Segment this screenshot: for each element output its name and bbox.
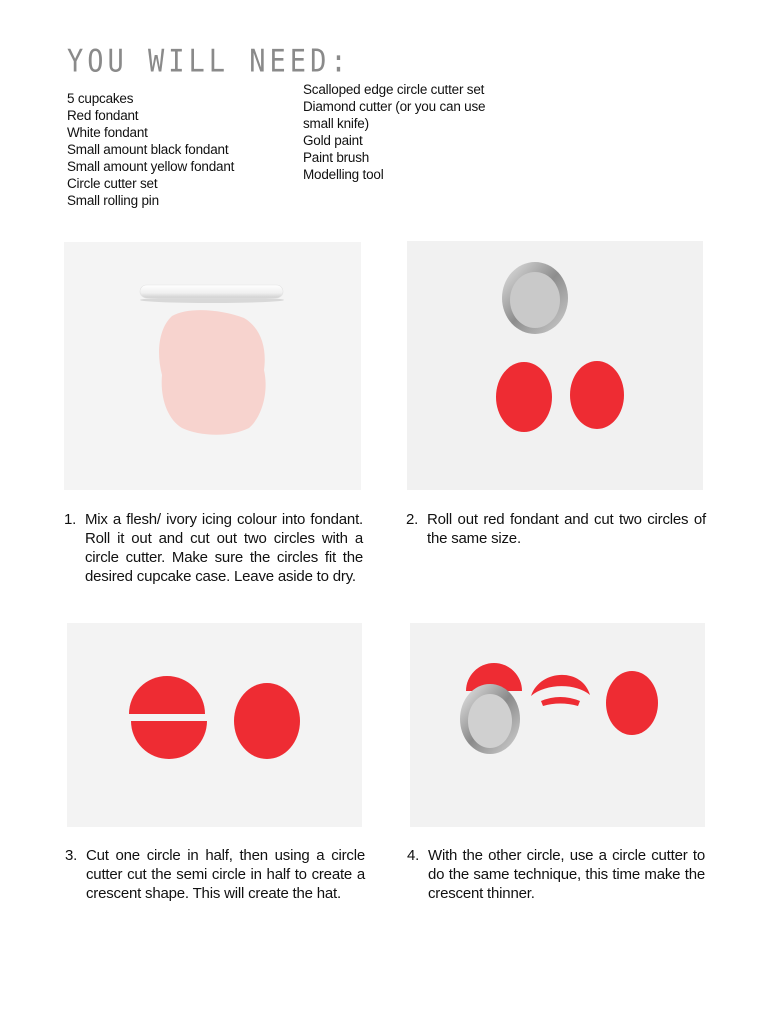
supplies-list-right bbox=[303, 81, 485, 183]
page-heading: YOU WILL NEED: bbox=[67, 44, 351, 80]
list-item: Gold paint bbox=[303, 133, 363, 148]
red-circle bbox=[234, 683, 300, 759]
red-circle bbox=[570, 361, 624, 429]
step-text: Roll out red fondant and cut two circles of the same size. bbox=[427, 511, 706, 547]
red-circle bbox=[606, 671, 658, 735]
supplies-list-left bbox=[67, 90, 234, 209]
red-circle bbox=[496, 362, 552, 432]
list-item: Scalloped edge circle cutter set bbox=[303, 82, 485, 97]
step-1-illustration bbox=[64, 242, 361, 490]
cutter-inner bbox=[468, 694, 512, 748]
step-number: 1. bbox=[64, 511, 77, 528]
thin-crescent bbox=[541, 697, 580, 706]
list-item: Modelling tool bbox=[303, 167, 384, 182]
step-2-illustration bbox=[407, 241, 703, 490]
step-number: 2. bbox=[406, 511, 419, 528]
step-2-photo bbox=[407, 241, 703, 490]
step-3 bbox=[65, 846, 365, 903]
list-item: Paint brush bbox=[303, 150, 370, 165]
step-number: 4. bbox=[407, 847, 420, 864]
list-item: Red fondant bbox=[67, 108, 139, 123]
step-3-illustration bbox=[67, 623, 362, 827]
list-item: Small rolling pin bbox=[67, 193, 159, 208]
step-4 bbox=[407, 846, 705, 903]
step-3-photo bbox=[67, 623, 362, 827]
list-item: Small amount black fondant bbox=[67, 142, 229, 157]
list-item: Diamond cutter (or you can use bbox=[303, 99, 486, 114]
semi-circle bbox=[129, 676, 205, 714]
step-number: 3. bbox=[65, 847, 78, 864]
list-item: small knife) bbox=[303, 116, 369, 131]
list-item: White fondant bbox=[67, 125, 148, 140]
semi-circle bbox=[131, 721, 207, 759]
cutter-inner bbox=[510, 272, 560, 328]
list-item: 5 cupcakes bbox=[67, 91, 134, 106]
step-1 bbox=[64, 510, 363, 586]
crescent bbox=[531, 675, 590, 696]
rolling-pin bbox=[140, 285, 283, 298]
step-text: Cut one circle in half, then using a circle cutter cut the semi circle in half to create a crescent shape. This will create the hat. bbox=[86, 847, 365, 902]
step-text: Mix a flesh/ ivory icing colour into fondant. Roll it out and cut out two circles with a circle cutter. Make sure the circles fit the desired cupcake case. Leave aside to dry. bbox=[85, 511, 363, 585]
step-1-photo bbox=[64, 242, 361, 490]
flesh-fondant bbox=[159, 310, 266, 435]
step-2 bbox=[406, 510, 706, 548]
list-item: Circle cutter set bbox=[67, 176, 158, 191]
step-4-photo bbox=[410, 623, 705, 827]
step-text: With the other circle, use a circle cutter to do the same technique, this time make the crescent thinner. bbox=[428, 847, 705, 902]
step-4-illustration bbox=[410, 623, 705, 827]
list-item: Small amount yellow fondant bbox=[67, 159, 235, 174]
